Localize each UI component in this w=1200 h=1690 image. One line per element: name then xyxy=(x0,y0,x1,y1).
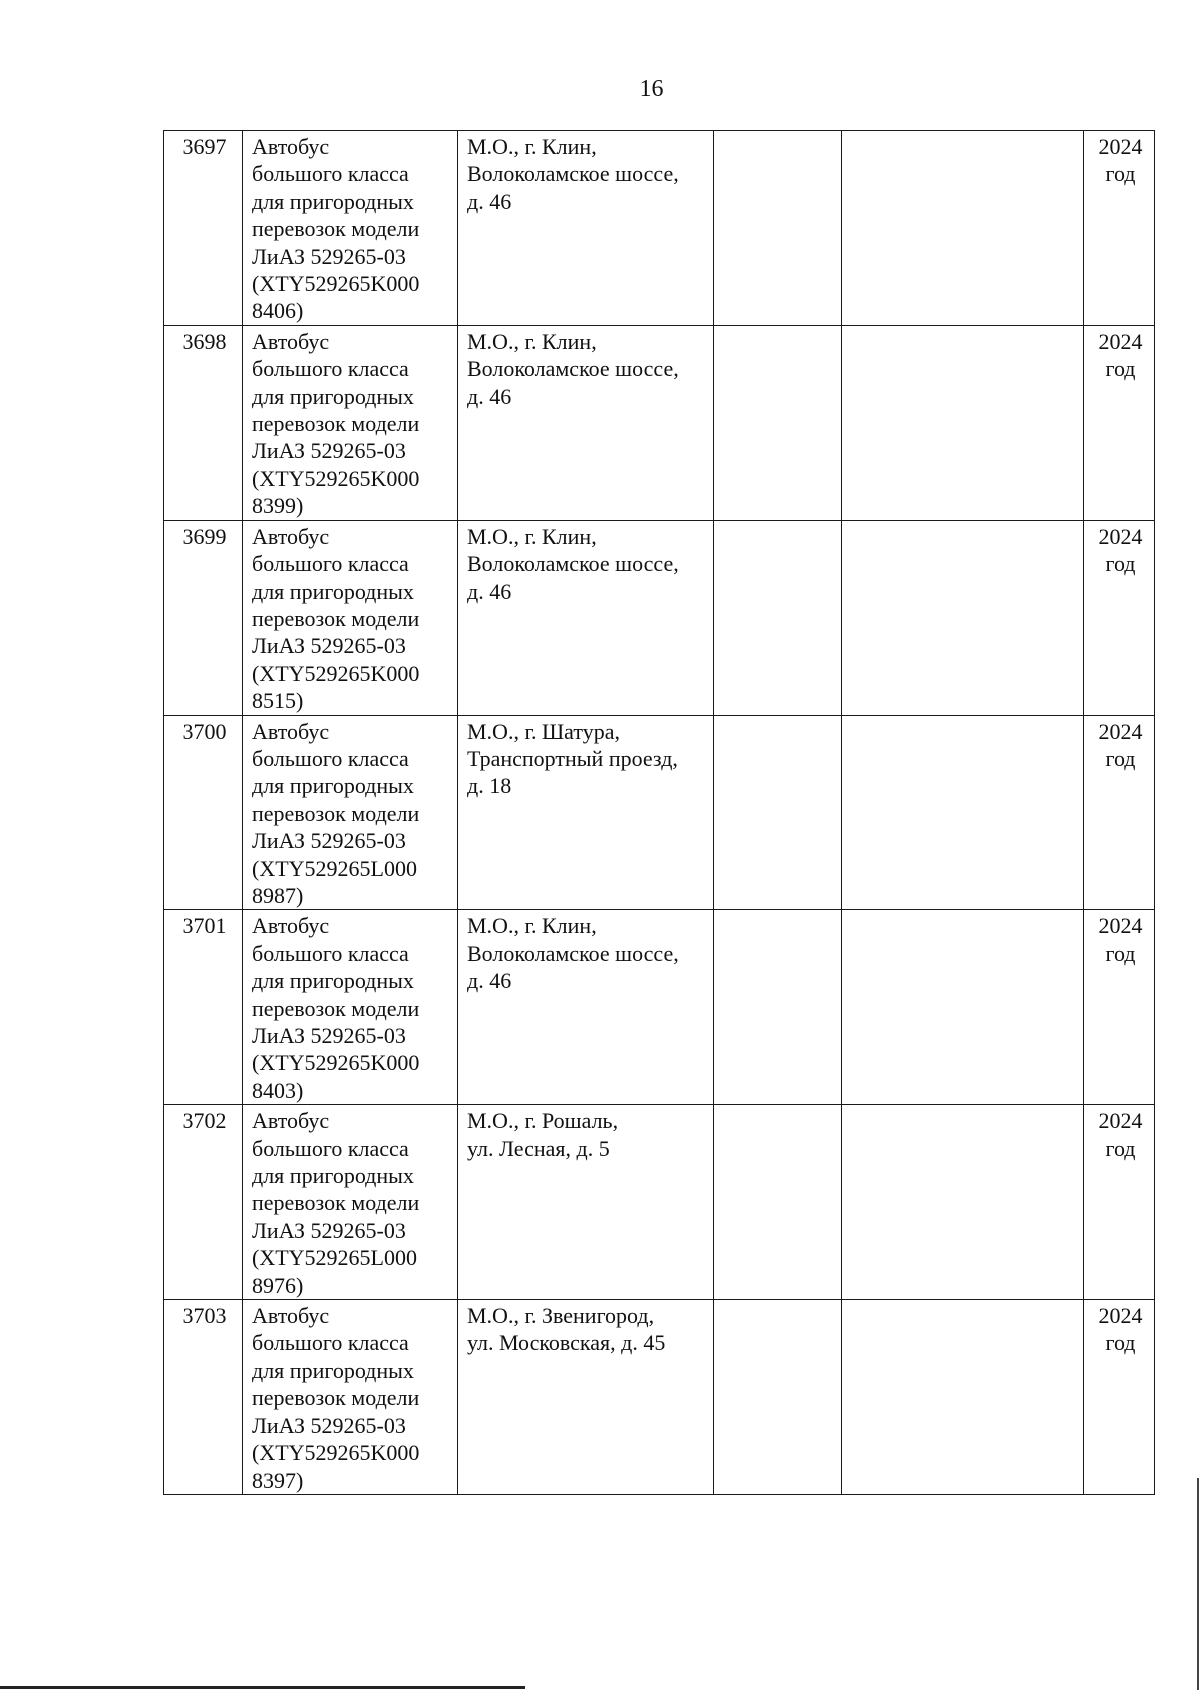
year-line: 2024 xyxy=(1098,1303,1143,1329)
address-line: М.О., г. Клин, xyxy=(467,523,597,549)
vehicle-description-line: (XTY529265K000 xyxy=(252,660,420,686)
row-number-cell xyxy=(164,1105,243,1300)
vehicle-description-line: перевозок модели xyxy=(252,411,420,437)
vehicle-description-cell xyxy=(243,910,458,1105)
year-line: 2024 xyxy=(1098,523,1143,549)
vehicle-description-line: большого класса xyxy=(252,1135,409,1161)
vehicle-description-cell xyxy=(243,1105,458,1300)
address-cell xyxy=(458,1105,714,1300)
vehicle-description-line: для пригородных xyxy=(252,578,414,604)
vehicle-description-line: (XTY529265L000 xyxy=(252,1245,417,1271)
vehicle-description-cell xyxy=(243,131,458,326)
empty-cell-col5 xyxy=(842,1300,1084,1495)
vehicle-description-line: для пригородных xyxy=(252,1163,414,1189)
table-row xyxy=(164,1105,1155,1300)
table-row xyxy=(164,520,1155,715)
vehicle-description-line: большого класса xyxy=(252,940,409,966)
vehicle-description-line: (XTY529265L000 xyxy=(252,855,417,881)
address-cell xyxy=(458,910,714,1105)
vehicle-description-line: (XTY529265K000 xyxy=(252,1050,420,1076)
row-number: 3701 xyxy=(182,913,227,939)
address-cell xyxy=(458,715,714,910)
vehicle-description-line: Автобус xyxy=(252,134,330,159)
vehicle-description-line: (XTY529265K000 xyxy=(252,1440,420,1466)
year-line: 2024 xyxy=(1098,1108,1143,1134)
vehicle-description-line: ЛиАЗ 529265-03 xyxy=(252,243,406,269)
year-line: 2024 xyxy=(1098,913,1143,939)
row-number-cell xyxy=(164,520,243,715)
vehicle-description-cell xyxy=(243,325,458,520)
empty-cell-col5 xyxy=(842,131,1084,326)
empty-cell-col4 xyxy=(714,1105,842,1300)
vehicle-description-line: большого класса xyxy=(252,551,409,577)
address-line: д. 46 xyxy=(467,383,512,409)
table-row xyxy=(164,325,1155,520)
vehicle-description-line: 8406) xyxy=(252,298,304,324)
row-number-cell xyxy=(164,131,243,326)
year-line: год xyxy=(1105,356,1136,382)
vehicle-description-line: ЛиАЗ 529265-03 xyxy=(252,1023,406,1048)
address-line: М.О., г. Рошаль, xyxy=(467,1108,619,1134)
vehicle-description-line: Автобус xyxy=(252,328,330,354)
address-line: М.О., г. Клин, xyxy=(467,913,597,939)
address-cell xyxy=(458,131,714,326)
vehicle-description-line: большого класса xyxy=(252,745,409,771)
address-cell xyxy=(458,325,714,520)
address-line: ул. Лесная, д. 5 xyxy=(467,1135,610,1161)
vehicle-description-line: (XTY529265K000 xyxy=(252,465,420,491)
vehicle-description-cell xyxy=(243,1300,458,1495)
vehicle-description-line: большого класса xyxy=(252,1330,409,1356)
table-row xyxy=(164,131,1155,326)
vehicle-description-line: (XTY529265K000 xyxy=(252,271,420,297)
vehicle-description-line: большого класса xyxy=(252,356,409,382)
vehicle-description-line: для пригородных xyxy=(252,1357,414,1383)
empty-cell-col4 xyxy=(714,910,842,1105)
table-row xyxy=(164,1300,1155,1495)
address-cell xyxy=(458,1300,714,1495)
year-line: год xyxy=(1105,1135,1136,1161)
vehicle-description-line: ЛиАЗ 529265-03 xyxy=(252,633,406,659)
row-number-cell xyxy=(164,910,243,1105)
address-line: Волоколамское шоссе, xyxy=(467,551,679,577)
vehicle-description-line: перевозок модели xyxy=(252,605,420,631)
address-line: ул. Московская, д. 45 xyxy=(467,1330,666,1356)
empty-cell-col5 xyxy=(842,520,1084,715)
empty-cell-col4 xyxy=(714,131,842,326)
vehicle-description-line: Автобус xyxy=(252,523,330,549)
year-cell xyxy=(1084,131,1155,326)
row-number: 3699 xyxy=(182,523,227,549)
vehicle-description-line: для пригородных xyxy=(252,383,414,409)
address-line: Волоколамское шоссе, xyxy=(467,161,679,187)
vehicle-description-line: перевозок модели xyxy=(252,1385,420,1411)
empty-cell-col4 xyxy=(714,715,842,910)
empty-cell-col4 xyxy=(714,325,842,520)
page-number: 16 xyxy=(639,76,664,102)
year-cell xyxy=(1084,1105,1155,1300)
table-row xyxy=(164,715,1155,910)
empty-cell-col5 xyxy=(842,325,1084,520)
vehicle-description-line: ЛиАЗ 529265-03 xyxy=(252,828,406,854)
year-cell xyxy=(1084,1300,1155,1495)
row-number: 3698 xyxy=(182,328,227,354)
vehicle-description-line: 8397) xyxy=(252,1467,304,1493)
address-cell xyxy=(458,520,714,715)
vehicle-description-line: 8403) xyxy=(252,1077,304,1103)
address-line: Волоколамское шоссе, xyxy=(467,356,679,382)
vehicle-description-line: перевозок модели xyxy=(252,1190,420,1216)
row-number-cell xyxy=(164,715,243,910)
vehicle-registry-table xyxy=(163,130,1155,1495)
address-line: д. 46 xyxy=(467,578,512,604)
year-line: год xyxy=(1105,161,1136,187)
year-line: год xyxy=(1105,745,1136,771)
address-line: д. 18 xyxy=(467,773,512,799)
vehicle-description-line: Автобус xyxy=(252,1108,330,1134)
year-line: год xyxy=(1105,940,1136,966)
vehicle-description-line: для пригородных xyxy=(252,188,414,214)
address-line: М.О., г. Клин, xyxy=(467,134,597,159)
year-line: год xyxy=(1105,1330,1136,1356)
bottom-scan-rule xyxy=(0,1686,525,1689)
vehicle-description-line: Автобус xyxy=(252,913,330,939)
address-line: М.О., г. Клин, xyxy=(467,328,597,354)
row-number-cell xyxy=(164,325,243,520)
vehicle-description-line: Автобус xyxy=(252,1303,330,1329)
empty-cell-col5 xyxy=(842,1105,1084,1300)
table-row xyxy=(164,910,1155,1105)
empty-cell-col5 xyxy=(842,910,1084,1105)
address-line: М.О., г. Шатура, xyxy=(467,718,620,744)
year-cell xyxy=(1084,325,1155,520)
row-number: 3702 xyxy=(182,1108,227,1134)
empty-cell-col5 xyxy=(842,715,1084,910)
row-number-cell xyxy=(164,1300,243,1495)
vehicle-description-line: ЛиАЗ 529265-03 xyxy=(252,1412,406,1438)
empty-cell-col4 xyxy=(714,1300,842,1495)
table-body xyxy=(164,131,1155,1495)
vehicle-description-line: 8987) xyxy=(252,882,304,908)
vehicle-description-line: перевозок модели xyxy=(252,216,420,242)
right-scan-rule xyxy=(1197,1478,1199,1690)
vehicle-description-line: для пригородных xyxy=(252,968,414,994)
vehicle-description-line: перевозок модели xyxy=(252,995,420,1021)
year-cell xyxy=(1084,715,1155,910)
year-cell xyxy=(1084,910,1155,1105)
address-line: Волоколамское шоссе, xyxy=(467,940,679,966)
vehicle-description-line: Автобус xyxy=(252,718,330,744)
vehicle-description-line: 8399) xyxy=(252,493,304,519)
vehicle-description-line: 8515) xyxy=(252,688,304,714)
year-line: год xyxy=(1105,551,1136,577)
vehicle-description-line: 8976) xyxy=(252,1272,304,1298)
vehicle-description-line: ЛиАЗ 529265-03 xyxy=(252,1217,406,1243)
empty-cell-col4 xyxy=(714,520,842,715)
year-line: 2024 xyxy=(1098,134,1143,159)
vehicle-description-cell xyxy=(243,715,458,910)
vehicle-description-line: перевозок модели xyxy=(252,800,420,826)
address-line: д. 46 xyxy=(467,188,512,214)
row-number: 3700 xyxy=(182,718,227,744)
year-cell xyxy=(1084,520,1155,715)
year-line: 2024 xyxy=(1098,718,1143,744)
address-line: д. 46 xyxy=(467,968,512,994)
vehicle-description-line: для пригородных xyxy=(252,773,414,799)
vehicle-description-line: ЛиАЗ 529265-03 xyxy=(252,438,406,464)
row-number: 3703 xyxy=(182,1303,227,1329)
vehicle-description-cell xyxy=(243,520,458,715)
vehicle-description-line: большого класса xyxy=(252,161,409,187)
address-line: М.О., г. Звенигород, xyxy=(467,1303,655,1329)
address-line: Транспортный проезд, xyxy=(467,745,678,771)
row-number: 3697 xyxy=(182,134,227,159)
year-line: 2024 xyxy=(1098,328,1143,354)
